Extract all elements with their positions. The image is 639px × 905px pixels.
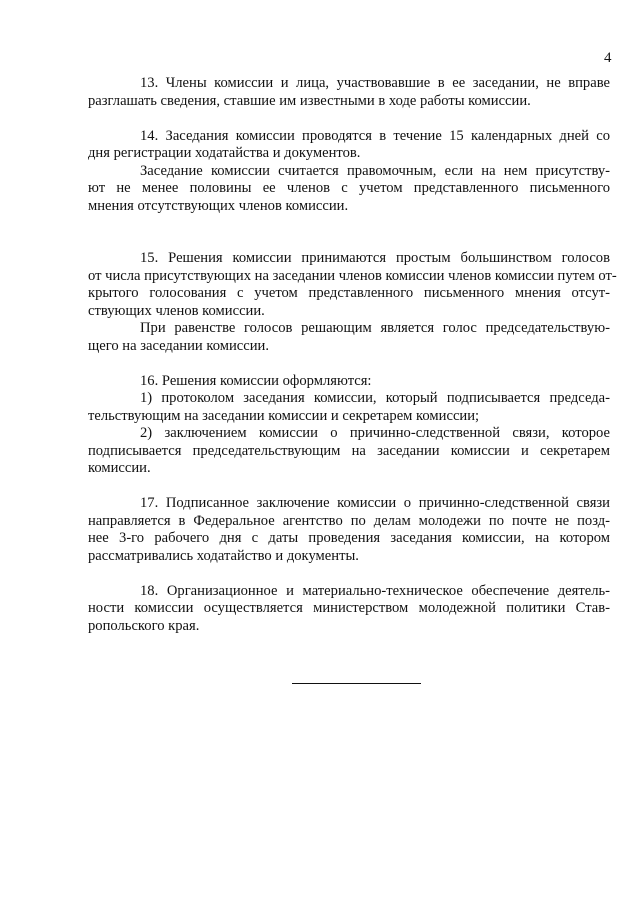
paragraph [88, 250, 617, 320]
document-body [88, 75, 617, 635]
paragraph [88, 128, 610, 163]
text-line: 14. Заседания комиссии проводятся в течение 15 календарных дней со [140, 127, 610, 144]
text-line: ют не менее половины ее членов с учетом представленного письменного [88, 180, 610, 196]
text-line: При равенстве голосов решающим является голос председательствую- [140, 320, 610, 336]
text-line: щего на заседании комиссии. [88, 337, 270, 354]
text-line: дня регистрации ходатайства и документов. [88, 145, 361, 161]
text-line: рассматривались ходатайство и документы. [88, 547, 359, 564]
text-line: 13. Члены комиссии и лица, участвовавшие в ее заседании, не вправе [140, 75, 610, 91]
text-line: Заседание комиссии считается правомочным, если на нем присутству- [140, 162, 610, 179]
text-line: 2) заключением комиссии о причинно-следственной связи, которое [140, 425, 610, 441]
paragraph [88, 495, 610, 565]
paragraph-gap [88, 215, 610, 233]
paragraph [88, 373, 610, 391]
paragraph [88, 390, 610, 425]
text-line: нее 3-го рабочего дня с даты проведения заседания комиссии, на котором [88, 530, 610, 546]
text-line: ствующих членов комиссии. [88, 302, 265, 319]
paragraph-gap [88, 355, 610, 373]
text-line: тельствующим на заседании комиссии и секретарем комиссии; [88, 407, 480, 424]
text-line: 17. Подписанное заключение комиссии о причинно-следственной связи [140, 495, 610, 511]
text-line: 15. Решения комиссии принимаются простым большинством голосов [140, 250, 610, 266]
text-line: от числа присутствующих на заседании членов комиссии членов комиссии путем от- [88, 267, 617, 284]
paragraph [88, 163, 610, 216]
paragraph [88, 583, 610, 636]
text-line: ности комиссии осуществляется министерством молодежной политики Став- [88, 600, 610, 616]
text-line: комиссии. [88, 460, 151, 476]
text-line: разглашать сведения, ставшие им известными в ходе работы комиссии. [88, 92, 531, 109]
text-line: 1) протоколом заседания комиссии, который подписывается председа- [140, 390, 610, 406]
text-line: 16. Решения комиссии оформляются: [140, 372, 372, 389]
text-line: ропольского края. [88, 617, 200, 634]
paragraph-gap [88, 110, 610, 128]
text-line: 18. Организационное и материально-техническое обеспечение деятель- [140, 582, 610, 599]
text-line: направляется в Федеральное агентство по делам молодежи по почте не позд- [88, 512, 610, 529]
text-line: подписывается председательствующим на заседании комиссии и секретарем [88, 442, 610, 459]
end-separator-line [292, 683, 421, 684]
text-line: мнения отсутствующих членов комиссии. [88, 197, 349, 214]
text-line: крытого голосования с учетом представленного письменного мнения отсут- [88, 285, 610, 301]
paragraph [88, 75, 610, 110]
page-number: 4 [604, 50, 612, 66]
paragraph-gap [88, 478, 610, 496]
paragraph-gap [88, 233, 610, 251]
paragraph-gap [88, 565, 610, 583]
paragraph [88, 425, 610, 478]
paragraph [88, 320, 610, 355]
